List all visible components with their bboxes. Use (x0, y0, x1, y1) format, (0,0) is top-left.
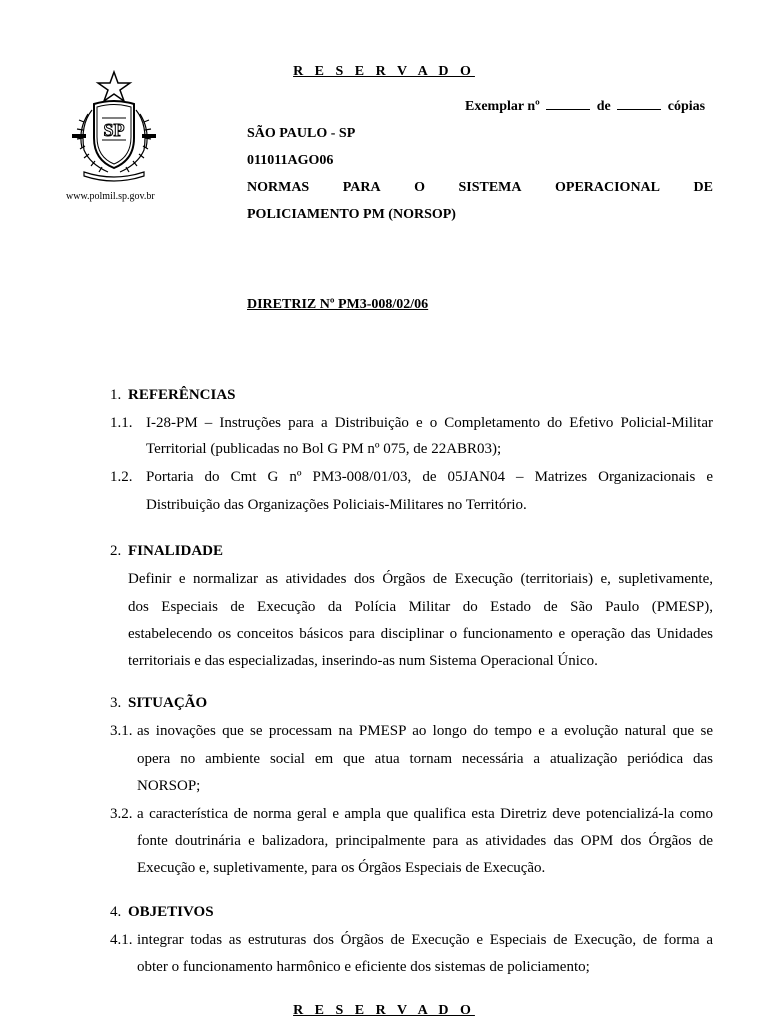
section-title: FINALIDADE (128, 543, 224, 559)
paragraph-line: as inovações que se processam na PMESP ao longo do tempo e a evolução natural que se (137, 723, 713, 739)
section-number: 3. (110, 695, 122, 711)
section-title: REFERÊNCIAS (128, 387, 236, 403)
title-word: PARA (342, 180, 381, 195)
exemplar-blank (546, 109, 590, 110)
document-title-line-2: POLICIAMENTO PM (NORSOP) (247, 207, 456, 222)
emblem-icon (64, 70, 164, 182)
section-number: 1. (110, 387, 122, 403)
title-word: DE (693, 180, 713, 195)
paragraph-line: Execução e, supletivamente, para os Órgãos Especiais de Execução. (137, 860, 546, 876)
paragraph-line: Distribuição das Organizações Policiais-Militares no Território. (146, 497, 527, 513)
section-number: 4. (110, 904, 122, 920)
exemplar-label: Exemplar nº (465, 99, 540, 114)
paragraph-line: territoriais e das especializadas, inserindo-as num Sistema Operacional Único. (128, 653, 598, 669)
paragraph-line: NORSOP; (137, 778, 201, 794)
document-title-line-1 (247, 180, 713, 196)
exemplar-line (465, 99, 705, 115)
emblem-text: SP (103, 120, 125, 140)
section-number: 2. (110, 543, 122, 559)
paragraph-line: estabelecendo os conceitos básicos para disciplinar o funcionamento e operação das Unidades (128, 626, 713, 642)
paragraph-line: dos Especiais de Execução da Polícia Militar do Estado de São Paulo (PMESP), (128, 599, 713, 615)
directive-number: DIRETRIZ Nº PM3-008/02/06 (247, 297, 429, 312)
paragraph-line: a característica de norma geral e ampla que qualifica esta Diretriz deve potencializá-la como (137, 806, 713, 822)
title-word: O (414, 180, 425, 195)
exemplar-de: de (596, 99, 611, 114)
exemplar-copias: cópias (667, 99, 706, 114)
copies-blank (617, 109, 661, 110)
paragraph-line: Territorial (publicadas no Bol G PM nº 075, de 22ABR03); (146, 441, 502, 457)
title-word: SISTEMA (458, 180, 522, 195)
city: SÃO PAULO - SP (247, 126, 356, 141)
item-number: 4.1. (110, 932, 133, 948)
item-number: 3.2. (110, 806, 133, 822)
paragraph-line: obter o funcionamento harmônico e eficiente dos sistemas de policiamento; (137, 959, 590, 975)
paragraph-line: Definir e normalizar as atividades dos Órgãos de Execução (territoriais) e, supletivamente, (128, 571, 713, 587)
item-number: 1.2. (110, 469, 133, 485)
classification-header: R E S E R V A D O (293, 64, 475, 79)
item-number: 3.1. (110, 723, 133, 739)
paragraph-line: integrar todas as estruturas dos Órgãos de Execução e Especiais de Execução, de forma a (137, 932, 713, 948)
title-word: OPERACIONAL (555, 180, 661, 195)
item-number: 1.1. (110, 415, 133, 431)
classification-footer: R E S E R V A D O (293, 1003, 475, 1018)
section-title: SITUAÇÃO (128, 695, 208, 711)
paragraph-line: Portaria do Cmt G nº PM3-008/01/03, de 05JAN04 – Matrizes Organizacionais e (146, 469, 713, 485)
pmesp-emblem (64, 70, 164, 182)
paragraph-line: opera no ambiente social em que atua tornam necessária a atualização periódica das (137, 751, 713, 767)
website-url: www.polmil.sp.gov.br (66, 191, 155, 202)
section-title: OBJETIVOS (128, 904, 214, 920)
date-code: 011011AGO06 (247, 153, 334, 168)
paragraph-line: I-28-PM – Instruções para a Distribuição e o Completamento do Efetivo Policial-Militar (146, 415, 713, 431)
title-word: NORMAS (247, 180, 310, 195)
paragraph-line: fonte doutrinária e balizadora, principalmente para as atividades das OPM dos Órgãos de (137, 833, 713, 849)
